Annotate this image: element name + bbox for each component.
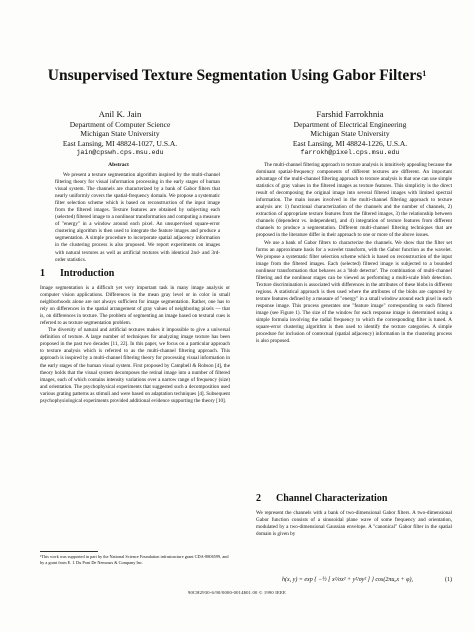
author-dept: Department of Electrical Engineering (293, 120, 407, 129)
footnote-rule (40, 551, 98, 552)
introduction-body (40, 285, 230, 405)
page-footer: 90CH2930-6/90/0000-0014$01.00 © 1990 IEEE (188, 590, 286, 595)
author-email: farrokh@pixel.cps.msu.edu (300, 149, 400, 157)
intro-paragraph: The diversity of natural and artificial textures makes it impossible to give a universal definition of texture. A large number of techniques for analyzing image texture has been proposed in the past two decades [11, 22]. In this paper, we focus on a particular approach to texture analysis which is referred to as the multi-channel filtering approach. This approach is inspired by a multi-channel filtering theory for processing visual information in the early stages of the human visual system. First proposed by Campbell & Robson [4], the theory holds that the visual system decomposes the retinal image into a number of filtered images, each of which contains intensity variations over a narrow range of frequency (size) and orientation. The psychophysical experiments that suggested such a decomposition used various grating patterns as stimuli and were based on adaptation techniques [4]. Subsequent psychophysiological experiments provided additional evidence supporting the theory [10]. (40, 327, 230, 404)
author-univ: Michigan State University (80, 129, 160, 139)
section-number: 1 (40, 268, 45, 279)
author-address: East Lansing, MI 48824-1226, U.S.A. (292, 138, 408, 148)
author-name: Farshid Farrokhnia (316, 109, 384, 119)
author-block-1 (30, 109, 210, 158)
abstract-text: We present a texture segmentation algorithm inspired by the multi-channel filtering theory for visual information processing in the early stages of human visual system. The channels are characterized by a bank of Gabor filters that nearly uniformly covers the spatial-frequency domain. We propose a systematic filter selection scheme which is based on reconstruction of the input image from the filtered images. Texture features are obtained by subjecting each (selected) filtered image to a nonlinear transformation and computing a measure of "energy" in a window around each pixel. An unsupervised square-error clustering algorithm is then used to integrate the feature images and produce a segmentation. A simple procedure to incorporate spatial adjacency information in the clustering process is also proposed. We report experiments on images with natural textures as well as artificial textures with identical 2nd- and 3rd-order statistics. (55, 172, 221, 263)
author-address: East Lansing, MI 48824-1027, U.S.A. (62, 138, 178, 148)
footnote-text: ¹This work was supported in part by the National Science Foundation infrastructure grant CDA-8806599, and by a grant from E. I. Du Pont De Nemours & Company Inc. (40, 554, 229, 565)
title-text: Unsupervised Texture Segmentation Using Gabor Filters (47, 67, 423, 84)
title-footnote-mark: 1 (422, 69, 427, 78)
author-dept: Department of Computer Science (69, 120, 171, 129)
abstract-heading: Abstract (108, 162, 129, 168)
equation-1 (256, 573, 452, 587)
channel-body (256, 510, 452, 538)
section-heading-introduction (40, 268, 114, 280)
paper-title (0, 66, 474, 86)
section-number: 2 (256, 493, 261, 504)
author-block-2 (256, 109, 444, 158)
channel-paragraph: We represent the channels with a bank of two-dimensional Gabor filters. A two-dimensional Gabor function consists of a sinusoidal plane wave of some frequency and orientation, modulated by a two-dimensional Gaussian envelope. A "canonical" Gabor filter in the spatial domain is given by (256, 510, 452, 538)
right-column-body (256, 162, 452, 345)
equation-number: (1) (445, 577, 452, 583)
author-name: Anil K. Jain (98, 109, 142, 119)
section-heading-channel (256, 493, 387, 505)
section-title: Introduction (60, 268, 115, 279)
body-paragraph: We use a bank of Gabor filters to characterize the channels. We show that the filter set forms an approximate basis for a wavelet transform, with the Gabor function as the wavelet. We propose a systematic filter selection scheme which is based on reconstruction of the input image from the filtered images. Each (selected) filtered image is subjected to a bounded nonlinear transformation that behaves as a 'blob detector'. The combination of multi-channel filtering and the nonlinear stages can be viewed as performing a multi-scale blob detection. Texture discrimination is associated with differences in the attributes of these blobs in different regions. A statistical approach is then used where the attributes of the blobs are captured by texture features defined by a measure of "energy" in a small window around each pixel in each response image. This process generates one "feature image" corresponding to each filtered image (see Figure 1). The size of the window for each response image is determined using a simple formula involving the radial frequency to which the corresponding filter is tuned. A square-error clustering algorithm is then used to identify the texture categories. A simple procedure for inclusion of contextual (spatial adjacency) information in the clustering process is also proposed. (256, 239, 452, 345)
section-title: Channel Characterization (276, 493, 388, 504)
body-paragraph: The multi-channel filtering approach to texture analysis is intuitively appealing because the dominant spatial-frequency components of different textures are different. An important advantage of the multi-channel filtering approach to texture analysis is that one can use simple statistics of gray values in the filtered images as texture features. This simplicity is the direct result of decomposing the original image into several filtered images with limited spectral information. The main issues involved in the multi-channel filtering approach to texture analysis are: 1) functional characterization of the channels and the number of channels, 2) extraction of appropriate texture features from the filtered images, 3) the relationship between channels (dependent vs. independent), and 4) integration of texture features from different channels to produce a segmentation. Different multi-channel filtering techniques that are proposed in the literature differ in their approach to one or more of the above issues. (256, 162, 452, 239)
abstract-body (55, 172, 220, 264)
equation-expression: h(x, y) = exp { −½ [ x²/σx² + y²/σy² ] } cos(2πu₀x + φ), (282, 577, 413, 583)
intro-paragraph: Image segmentation is a difficult yet very important task in many image analysis or computer vision applications. Differences in the mean gray level or in color in small neighborhoods alone are not always sufficient for image segmentation. Rather, one has to rely on differences in the spatial arrangement of gray values of neighboring pixels — that is, on differences in texture. The problem of segmenting an image based on textural cues is referred to as texture segmentation problem. (40, 285, 230, 327)
author-univ: Michigan State University (310, 129, 390, 139)
author-email: jain@cpswh.cps.msu.edu (76, 149, 164, 157)
